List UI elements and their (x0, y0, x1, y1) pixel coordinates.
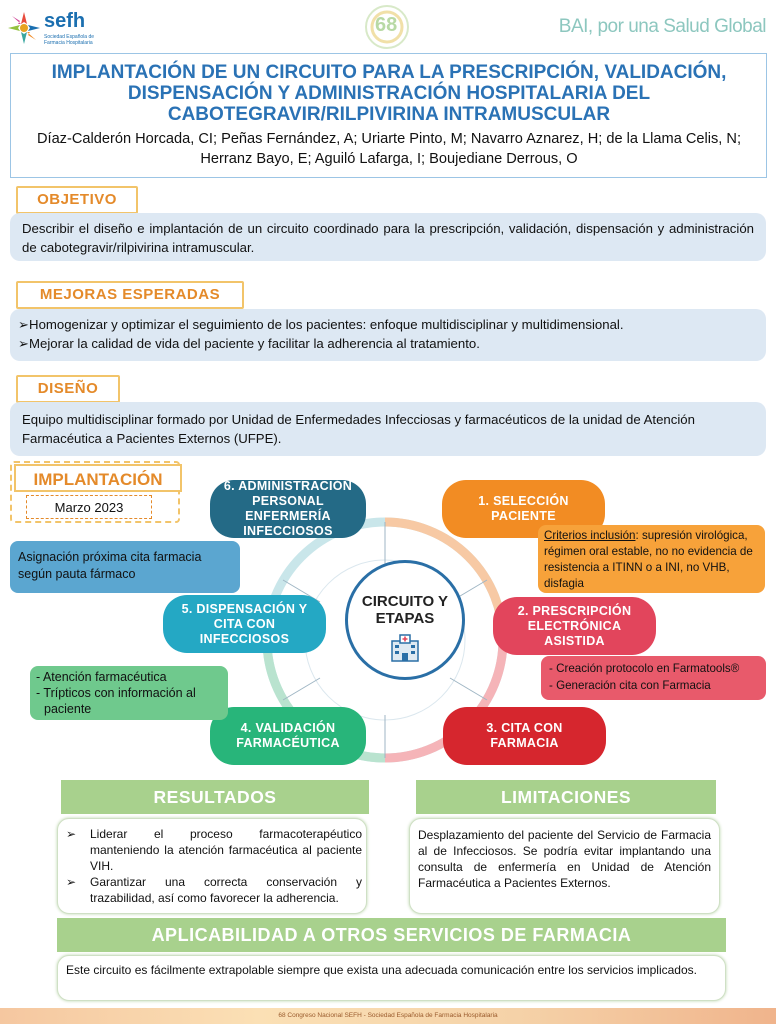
authors: Díaz-Calderón Horcada, CI; Peñas Fernández, A; Uriarte Pinto, M; Navarro Aznarez, H; de la Llama Celis, N; Herranz Bayo, E; Aguiló Lafarga, I; Boujediane Derrous, O (36, 131, 742, 167)
mejoras-item: ➢Mejorar la calidad de vida del paciente y facilitar la adherencia al tratamiento. (18, 336, 480, 351)
congress-badge (364, 4, 410, 50)
diseno-text: Equipo multidisciplinar formado por Unidad de Enfermedades Infecciosas y farmacéuticos de la unidad de Atención Farmacéutica a Pacientes Externos (UFPE). (10, 402, 766, 456)
mejoras-heading: MEJORAS ESPERADAS (16, 281, 244, 309)
implantacion-date: Marzo 2023 (26, 495, 152, 519)
poster-title: IMPLANTACIÓN DE UN CIRCUITO PARA LA PRESCRIPCIÓN, VALIDACIÓN, DISPENSACIÓN Y ADMINISTRACIÓN HOSPITALARIA DEL CABOTEGRAVIR/RILPIVIRINA INTRAMUSCULAR (51, 62, 727, 125)
mejoras-box (10, 309, 766, 361)
stage-validacion: 4. VALIDACIÓN FARMACÉUTICA (210, 707, 366, 765)
aplicabilidad-box: Este circuito es fácilmente extrapolable siempre que exista una adecuada comunicación entre los servicios implicados. (57, 955, 726, 1001)
slogan: BAI, por una Salud Global (558, 16, 766, 37)
hospital-icon (388, 633, 422, 663)
resultados-box (57, 818, 367, 914)
atencion-item: - Atención farmacéutica (36, 670, 167, 684)
org-subtitle: Sociedad Española de Farmacia Hospitalaria (44, 34, 95, 46)
bullet-icon: ➢ (66, 875, 77, 889)
protocolo-item: - Generación cita con Farmacia (549, 679, 711, 692)
resultados-item (66, 874, 362, 906)
stage-administracion: 6. ADMINISTRACIÓN PERSONAL ENFERMERÍA INFECCIOSOS (210, 480, 366, 538)
badge-number: 68 (375, 14, 398, 36)
stage-cita-farmacia: 3. CITA CON FARMACIA (443, 707, 606, 765)
atencion-item: - Trípticos con información al paciente (36, 686, 196, 716)
org-name: sefh (44, 10, 86, 32)
aplicabilidad-heading: APLICABILIDAD A OTROS SERVICIOS DE FARMACIA (57, 918, 726, 952)
bullet-icon: ➢ (66, 827, 77, 841)
objetivo-text: Describir el diseño e implantación de un circuito coordinado para la prescripción, validación, dispensación y administración de cabotegravir/rilpivirina intramuscular. (10, 213, 766, 261)
circuit-center-line-1: CIRCUITO Y (361, 593, 449, 610)
limitaciones-box: Desplazamiento del paciente del Servicio de Farmacia al de Infecciosos. Se podría evitar implantando una consulta de enfermería en Unidad de Atención Farmacéutica a Pacientes Externos. (409, 818, 720, 914)
resultados-item-text: Garantizar una correcta conservación y trazabilidad, así como favorecer la adherencia. (90, 875, 362, 905)
mejoras-item: ➢Homogenizar y optimizar el seguimiento de los pacientes: enfoque multidisciplinar y multidimensional. (18, 317, 624, 332)
circuit-center-label (362, 593, 448, 627)
objetivo-heading: OBJETIVO (16, 186, 138, 214)
sefh-logo-icon (6, 10, 42, 46)
criterios-text: : supresión virológica, régimen oral estable, no no evidencia de resistencia a ITINN o a INI, no VHB, disfagia (544, 529, 753, 590)
circuit-center-line-2: ETAPAS (375, 610, 435, 627)
resultados-heading: RESULTADOS (61, 780, 369, 814)
implantacion-heading: IMPLANTACIÓN (14, 464, 182, 492)
criterios-label: Criterios inclusión (544, 529, 636, 542)
resultados-item (66, 826, 362, 874)
protocolo-note (541, 656, 766, 700)
stage-dispensacion: 5. DISPENSACIÓN Y CITA CON INFECCIOSOS (163, 595, 326, 653)
protocolo-item: - Creación protocolo en Farmatools® (549, 662, 740, 675)
resultados-item-text: Liderar el proceso farmacoterapéutico manteniendo la atención farmacéutica al paciente VIH. (90, 827, 362, 873)
atencion-note (30, 666, 228, 720)
limitaciones-heading: LIMITACIONES (416, 780, 716, 814)
sefh-logo (6, 8, 116, 48)
asignacion-note: Asignación próxima cita farmacia según pauta fármaco (10, 541, 240, 593)
stage-seleccion-paciente: 1. SELECCIÓN PACIENTE (442, 480, 605, 538)
footer: 68 Congreso Nacional SEFH - Sociedad Española de Farmacia Hospitalaria (0, 1008, 776, 1024)
diseno-heading: DISEÑO (16, 375, 120, 403)
criterios-note (538, 525, 765, 593)
circuit-center (345, 560, 465, 680)
stage-prescripcion: 2. PRESCRIPCIÓN ELECTRÓNICA ASISTIDA (493, 597, 656, 655)
